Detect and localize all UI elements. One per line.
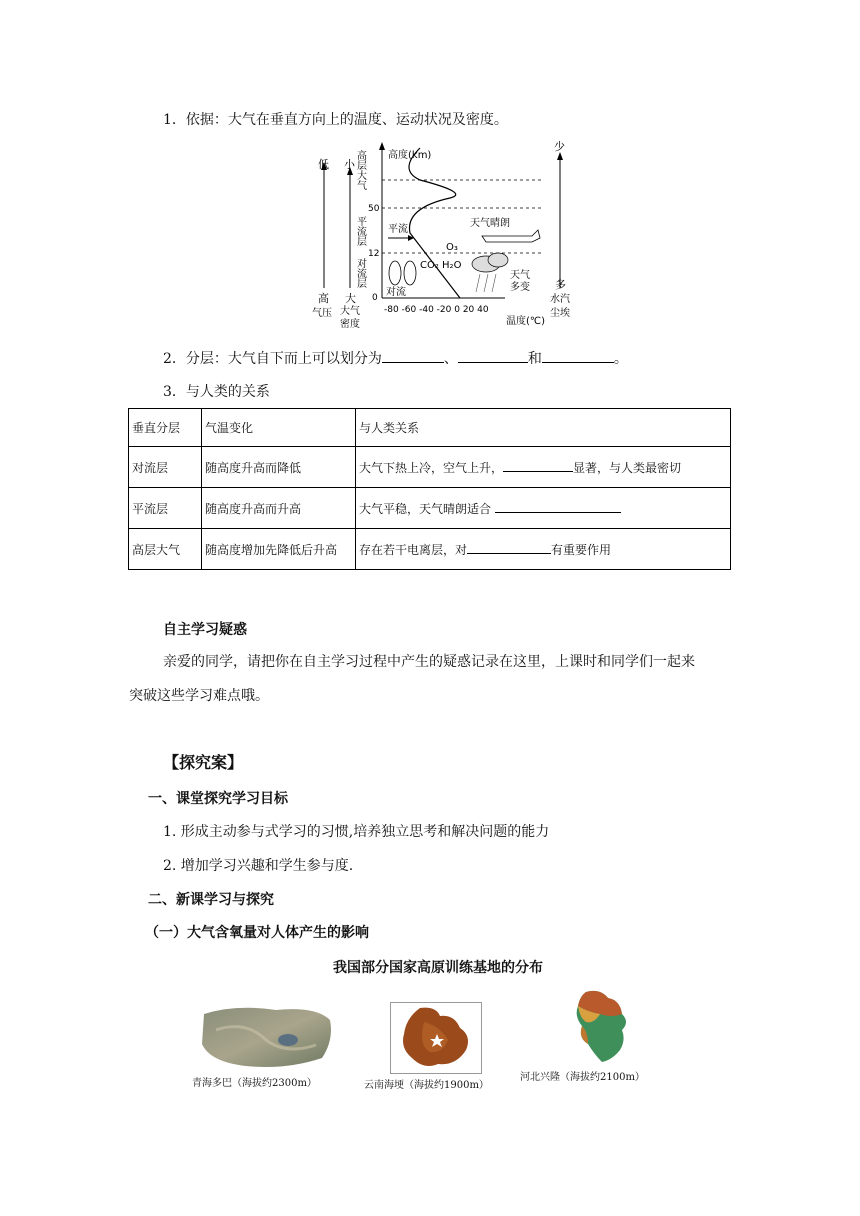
layering-sep2: 和	[527, 351, 542, 367]
blank-3[interactable]	[542, 348, 614, 363]
relation-post: 显著，与人类最密切	[573, 460, 682, 475]
mid-bottom-label-1: 大	[345, 292, 356, 305]
relation-table	[128, 408, 731, 570]
left-top-label: 低	[318, 158, 329, 171]
relation-pre: 大气下热上冷，空气上升，	[359, 460, 504, 475]
right-bottom-label-2: 水汽	[550, 294, 570, 305]
y-tick-0: 0	[372, 293, 378, 303]
atmosphere-layers-diagram	[310, 138, 590, 338]
doubt-title: 自主学习疑惑	[163, 622, 247, 638]
relation-blank[interactable]	[503, 460, 573, 472]
y-tick-50: 50	[368, 204, 380, 214]
figure-title: 我国部分国家高原训练基地的分布	[333, 960, 543, 976]
goal-2: 2. 增加学习兴趣和学生参与度.	[163, 858, 354, 874]
cell-layer: 高层大气	[129, 529, 202, 570]
weather-label-1: 天气	[510, 270, 530, 281]
o3-label: O₃	[446, 242, 458, 253]
left-bottom-label-2: 气压	[312, 308, 332, 319]
qinghai-map-image	[196, 1000, 336, 1072]
relation-pre: 存在若干电离层，对	[359, 542, 468, 557]
cell-relation	[356, 488, 731, 529]
table-header-row	[129, 409, 731, 447]
relation-title: 3．与人类的关系	[163, 384, 270, 400]
explore-title: 【探究案】	[163, 753, 244, 772]
sunny-label: 天气晴朗	[470, 218, 510, 229]
mid-top-label: 小	[344, 158, 355, 171]
weather-label-2: 多变	[510, 282, 530, 293]
pingliu-label: 平流	[388, 224, 408, 235]
caption-hebei: 河北兴隆（海拔约2100m）	[520, 1072, 645, 1083]
section1-title: 一、课堂探究学习目标	[148, 791, 288, 807]
duiliu-label: 对流	[386, 287, 406, 298]
table-row	[129, 488, 731, 529]
relation-post: 有重要作用	[551, 542, 612, 557]
right-bottom-label-1: 多	[555, 278, 566, 291]
blank-2[interactable]	[458, 348, 528, 363]
header-temp: 气温变化	[202, 409, 356, 447]
goal-1: 1. 形成主动参与式学习的习惯,培养独立思考和解决问题的能力	[163, 824, 550, 840]
layering-prefix: 2．分层：大气自下而上可以划分为	[163, 351, 382, 367]
cell-temp: 随高度升高而升高	[202, 488, 356, 529]
x-ticks: -80 -60 -40 -20 0 20 40	[384, 305, 489, 315]
blank-1[interactable]	[382, 348, 444, 363]
layering-sep1: 、	[443, 351, 458, 367]
cell-layer: 对流层	[129, 447, 202, 488]
right-bottom-label-3: 尘埃	[550, 308, 570, 319]
co2h2o-label: CO₂ H₂O	[420, 260, 462, 271]
relation-blank[interactable]	[495, 501, 621, 513]
y-tick-12: 12	[368, 249, 380, 259]
x-axis-title: 温度(℃)	[506, 316, 546, 327]
layer-high-label: 高层大气	[354, 150, 366, 190]
relation-pre: 大气平稳，天气晴朗适合	[359, 501, 492, 516]
layer-tropo-label: 对流层	[354, 258, 366, 288]
hebei-map-image	[564, 988, 634, 1066]
table-row	[129, 447, 731, 488]
cell-relation	[356, 529, 731, 570]
table-row	[129, 529, 731, 570]
layering-end: 。	[613, 351, 628, 367]
header-layer: 垂直分层	[129, 409, 202, 447]
relation-blank[interactable]	[467, 542, 551, 554]
header-relation: 与人类关系	[356, 409, 731, 447]
layer-strat-label: 平流层	[354, 216, 366, 246]
doubt-line-1: 亲爱的同学，请把你在自主学习过程中产生的疑惑记录在这里，上课时和同学们一起来	[163, 654, 695, 670]
right-top-label: 少	[554, 140, 565, 153]
cell-temp: 随高度增加先降低后升高	[202, 529, 356, 570]
doubt-line-2: 突破这些学习难点哦。	[129, 688, 269, 704]
mid-bottom-label-2: 大气	[340, 306, 360, 317]
caption-yunnan: 云南海埂（海拔约1900m）	[364, 1080, 489, 1091]
y-axis-title: 高度(km)	[388, 150, 432, 161]
caption-qinghai: 青海多巴（海拔约2300m）	[192, 1078, 317, 1089]
left-bottom-label-1: 高	[318, 292, 329, 305]
cell-layer: 平流层	[129, 488, 202, 529]
yunnan-map-image	[390, 1002, 482, 1074]
mid-bottom-label-3: 密度	[340, 319, 360, 330]
layering-line	[163, 348, 628, 369]
subsection1-title: （一）大气含氧量对人体产生的影响	[145, 925, 369, 941]
cell-relation	[356, 447, 731, 488]
section2-title: 二、新课学习与探究	[148, 892, 274, 908]
basis-line: 1．依据：大气在垂直方向上的温度、运动状况及密度。	[163, 112, 508, 128]
cell-temp: 随高度升高而降低	[202, 447, 356, 488]
